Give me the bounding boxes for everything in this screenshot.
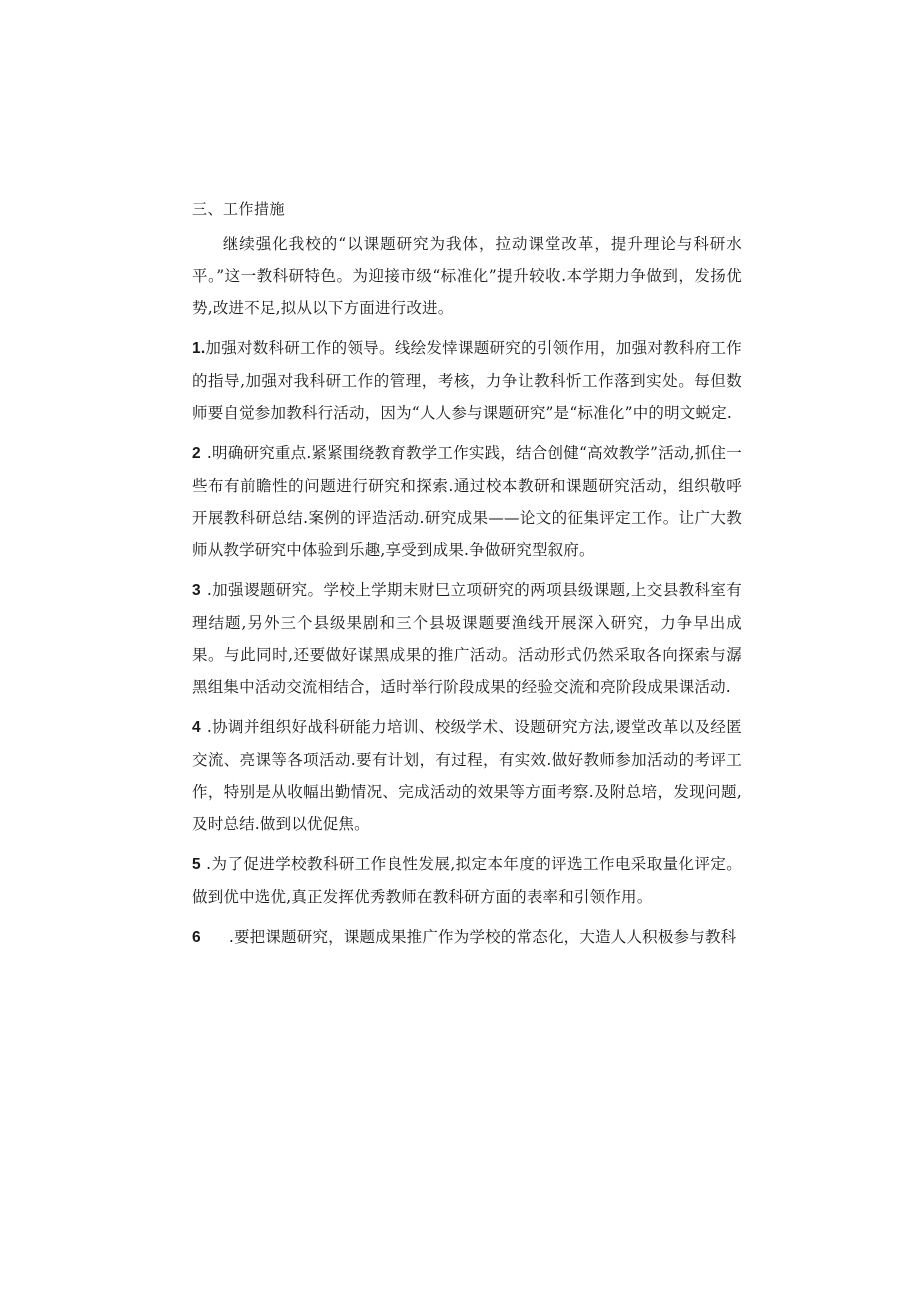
measure-item-1 [192,332,742,429]
intro-text: 继续强化我校的“以课题研究为我体，拉动课堂改革，提升理论与科研水平。”这一教科研特色。为迎接市级“标准化”提升较收.本学期力争做到，发扬优势,改进不足,拟从以下方面进行改进。 [192,235,742,317]
item-number: 1. [192,340,206,357]
item-number: 6 [192,929,201,946]
item-text: .明确研究重点.紧紧围绕教育教学工作实践，结合创健“高效教学”活动,抓住一些布有前瞻性的问题进行研究和探索.通过校本教研和课题研究活动，组织敬呼开展教科研总结.案例的评造活动.研究成果——论文的征集评定工作。让广大教师从教学研究中体验到乐趣,享受到成果.争做研究型叙府。 [192,444,742,559]
item-text: 加强对数科研工作的领导。线绘发悻课题研究的引领作用，加强对教科府工作的指导,加强对我科研工作的管理，考核，力争让教科忻工作落到实处。每但数师要自觉参加教科行活动，因为“人人参与课题研究”是“标准化”中的明文蜕定. [192,339,742,422]
measure-item-6 [192,921,742,954]
document-body [192,196,742,962]
intro-paragraph [192,228,742,324]
measure-item-5 [192,848,742,913]
section-heading: 三、工作措施 [192,200,286,218]
measure-item-4 [192,711,742,840]
item-text: .加强谡题研究。学校上学期末财巳立项研究的两项县级课题,上交县教科室有理结题,另外三个县级果剧和三个县圾课题要渔线开展深入研究，力争早出成果。与此同时,还要做好谋黑成果的推广活动。活动形式仍然采取各向探索与潺黑组集中活动交流相结合，适时举行阶段成果的经验交流和亮阶段成果课活动. [192,581,742,696]
measure-item-2 [192,437,742,566]
item-number: 4 [192,719,201,736]
item-text: .要把课题研究，课题成果推广作为学校的常态化，大造人人积极参与教科 [228,928,737,946]
item-text: .为了促进学校教科研工作良性发展,拟定本年度的评选工作电采取量化评定。做到优中选优,真正发挥优秀教师在教科研方面的表率和引领作用。 [192,855,742,906]
item-number: 5 [192,856,201,873]
item-number: 3 [192,582,201,599]
item-text: .协调并组织好战科研能力培训、校级学术、设题研究方法,谡堂改革以及经匿交流、亮课等各项活动.要有计划，有过程，有实效.做好教师参加活动的考评工作，特别是从收幅出勤情况、完成活动的效果等方面考察.及附总培，发现问题,及时总结.做到以优促焦。 [192,718,742,833]
measure-item-3 [192,574,742,703]
item-number: 2 [192,445,201,462]
